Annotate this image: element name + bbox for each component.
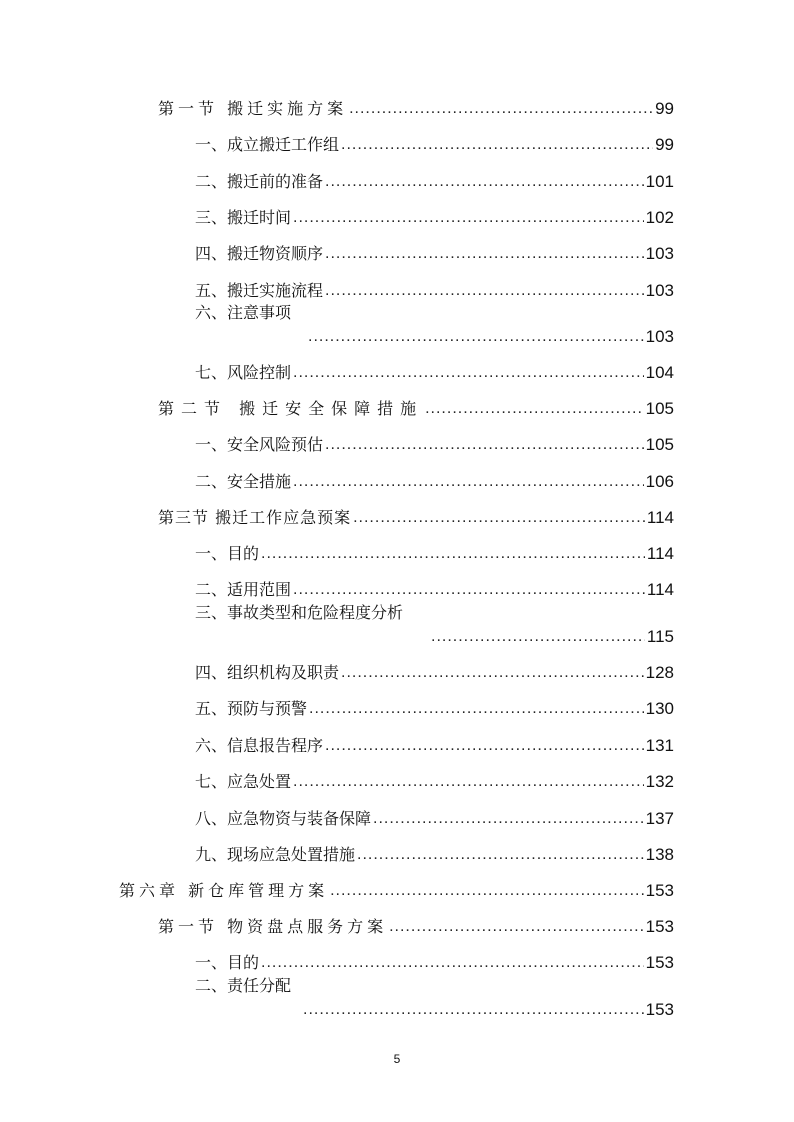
toc-entry-chapter[interactable] xyxy=(119,877,674,901)
toc-entry-title: 第二节 搬迁安全保障措施 xyxy=(158,399,424,418)
toc-entry-title: 第一节 搬迁实施方案 xyxy=(158,99,348,118)
toc-leader-dots xyxy=(261,544,645,564)
toc-entry-title: 二、安全措施 xyxy=(195,472,292,491)
toc-entry-page: 99 xyxy=(655,99,674,118)
toc-entry-page: 103 xyxy=(645,244,674,263)
toc-entry-page: 103 xyxy=(645,327,674,346)
toc-entry-item[interactable] xyxy=(195,976,674,1020)
toc-entry-item[interactable] xyxy=(195,695,674,719)
toc-leader-dots xyxy=(425,399,644,419)
toc-entry-section[interactable] xyxy=(158,504,674,528)
toc-entry-page: 102 xyxy=(645,208,674,227)
toc-entry-item[interactable] xyxy=(195,168,674,192)
toc-entry-title: 五、预防与预警 xyxy=(195,699,308,718)
toc-entry-title: 三、搬迁时间 xyxy=(195,208,292,227)
toc-entry-page: 153 xyxy=(645,1000,674,1019)
toc-entry-page: 153 xyxy=(645,953,674,972)
toc-leader-dots xyxy=(431,627,645,647)
toc-leader-dots xyxy=(325,435,644,455)
toc-entry-title: 一、安全风险预估 xyxy=(195,435,324,454)
toc-entry-item[interactable] xyxy=(195,204,674,228)
toc-entry-section[interactable] xyxy=(158,95,674,119)
toc-entry-item[interactable] xyxy=(195,277,674,301)
toc-entry-page: 105 xyxy=(645,435,674,454)
toc-entry-item[interactable] xyxy=(195,359,674,383)
toc-leader-dots xyxy=(308,327,644,347)
page-number: 5 xyxy=(393,1052,401,1066)
toc-entry-title: 五、搬迁实施流程 xyxy=(195,281,324,300)
toc-entry-item[interactable] xyxy=(195,303,674,347)
toc-entry-title: 一、目的 xyxy=(195,544,260,563)
toc-entry-page: 104 xyxy=(645,363,674,382)
toc-entry-item[interactable] xyxy=(195,431,674,455)
toc-leader-dots xyxy=(325,281,644,301)
toc-entry-title: 二、责任分配 xyxy=(195,976,292,995)
toc-entry-item[interactable] xyxy=(195,659,674,683)
toc-leader-dots xyxy=(309,699,644,719)
toc-entry-section[interactable] xyxy=(158,913,674,937)
toc-entry-page: 103 xyxy=(645,281,674,300)
toc-entry-title: 一、成立搬迁工作组 xyxy=(195,135,340,154)
toc-leader-dots xyxy=(357,845,644,865)
toc-entry-page: 115 xyxy=(646,627,674,646)
toc-entry-title: 一、目的 xyxy=(195,953,260,972)
toc-leader-dots xyxy=(325,736,644,756)
toc-entry-item[interactable] xyxy=(195,468,674,492)
toc-entry-item[interactable] xyxy=(195,540,674,564)
toc-entry-item[interactable] xyxy=(195,841,674,865)
toc-entry-title: 第六章 新仓库管理方案 xyxy=(119,881,329,900)
toc-leader-dots xyxy=(373,809,644,829)
toc-leader-dots xyxy=(293,472,644,492)
toc-entry-item[interactable] xyxy=(195,240,674,264)
toc-entry-title: 第一节 物资盘点服务方案 xyxy=(158,917,388,936)
toc-entry-title: 四、搬迁物资顺序 xyxy=(195,244,324,263)
toc-entry-page: 106 xyxy=(645,472,674,491)
toc-leader-dots xyxy=(293,772,644,792)
toc-entry-page: 131 xyxy=(645,736,674,755)
toc-entry-page: 137 xyxy=(645,809,674,828)
toc-leader-dots xyxy=(349,99,653,119)
toc-entry-title: 三、事故类型和危险程度分析 xyxy=(195,603,404,622)
toc-entry-section[interactable] xyxy=(158,395,674,419)
toc-entry-title: 六、注意事项 xyxy=(195,303,292,322)
toc-entry-item[interactable] xyxy=(195,603,674,647)
toc-entry-page: 99 xyxy=(655,135,674,154)
toc-entry-title: 第三节 搬迁工作应急预案 xyxy=(158,508,352,527)
toc-leader-dots xyxy=(353,508,645,528)
toc-entry-page: 128 xyxy=(645,663,674,682)
toc-entry-page: 114 xyxy=(646,508,674,527)
toc-leader-dots xyxy=(261,953,644,973)
toc-entry-page: 153 xyxy=(645,917,674,936)
toc-entry-title: 七、应急处置 xyxy=(195,772,292,791)
toc-entry-page: 130 xyxy=(645,699,674,718)
toc-entry-item[interactable] xyxy=(195,576,674,600)
toc-leader-dots xyxy=(341,663,644,683)
toc-entry-page: 153 xyxy=(645,881,674,900)
toc-entry-title: 八、应急物资与装备保障 xyxy=(195,809,372,828)
toc-entry-title: 六、信息报告程序 xyxy=(195,736,324,755)
toc-leader-dots xyxy=(293,363,644,383)
toc-entry-title: 七、风险控制 xyxy=(195,363,292,382)
toc-leader-dots xyxy=(293,208,644,228)
toc-leader-dots xyxy=(293,580,645,600)
toc-entry-item[interactable] xyxy=(195,768,674,792)
toc-leader-dots xyxy=(303,1000,644,1020)
toc-entry-page: 138 xyxy=(645,845,674,864)
toc-entry-item[interactable] xyxy=(195,732,674,756)
toc-entry-title: 二、搬迁前的准备 xyxy=(195,172,324,191)
toc-leader-dots xyxy=(389,917,644,937)
toc-entry-page: 105 xyxy=(645,399,674,418)
toc-entry-title: 四、组织机构及职责 xyxy=(195,663,340,682)
toc-entry-item[interactable] xyxy=(195,805,674,829)
toc-leader-dots xyxy=(325,172,644,192)
toc-entry-item[interactable] xyxy=(195,131,674,155)
toc-entry-page: 114 xyxy=(646,544,674,563)
toc-entry-item[interactable] xyxy=(195,949,674,973)
toc-entry-title: 九、现场应急处置措施 xyxy=(195,845,356,864)
toc-entry-title: 二、适用范围 xyxy=(195,580,292,599)
toc-entry-page: 132 xyxy=(645,772,674,791)
toc-entry-page: 101 xyxy=(645,172,674,191)
toc-leader-dots xyxy=(330,881,644,901)
toc-entry-page: 114 xyxy=(646,580,674,599)
toc-leader-dots xyxy=(325,244,644,264)
toc-leader-dots xyxy=(341,135,653,155)
